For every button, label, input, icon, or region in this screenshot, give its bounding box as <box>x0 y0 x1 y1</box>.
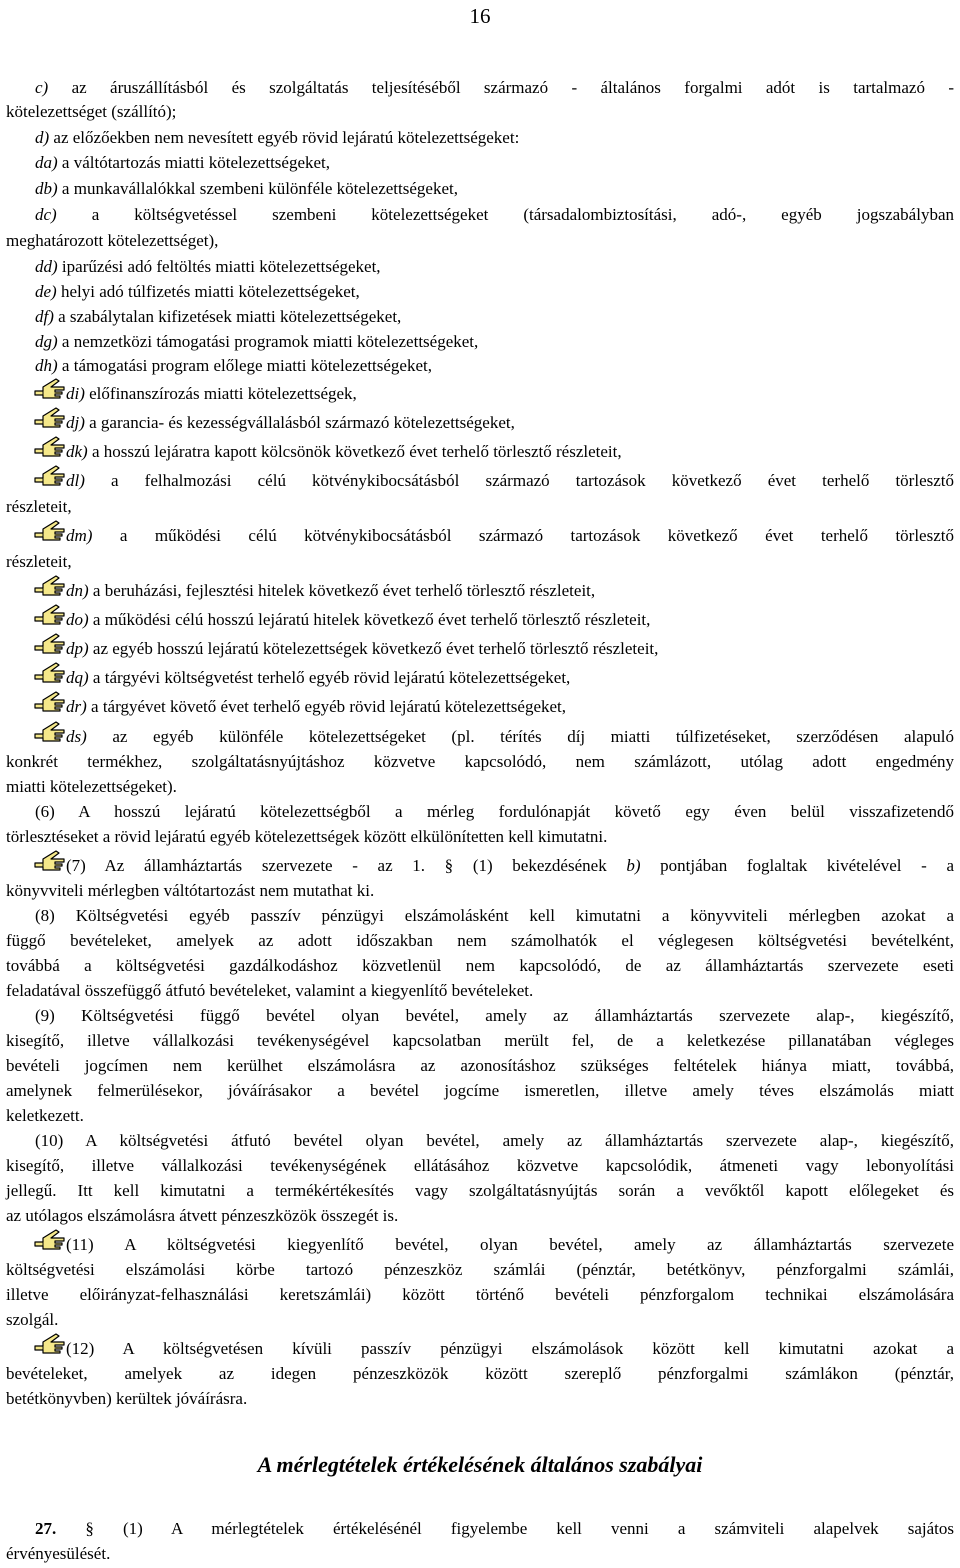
text-line: részleteit, <box>6 552 72 571</box>
text-line: (6) A hosszú lejáratú kötelezettségből a mérleg fordulónapját követő egy éven belül visszafizetendő <box>35 802 954 821</box>
text-line: feladatával összefüggő átfutó bevételeket, valamint a kiegyenlítő bevételeket. <box>6 981 534 1000</box>
text-line: amelynek felmerülésekor, jóváírásakor a bevétel jogcíme ismeretlen, illetve amely téves elszámolás miatt <box>6 1081 954 1100</box>
text-line: do) a működési célú hosszú lejáratú hitelek következő évet terhelő törlesztő részleteit, <box>66 610 651 629</box>
text-line: érvényesülését. <box>6 1544 111 1563</box>
text-line: d) az előzőekben nem nevesített egyéb rövid lejáratú kötelezettségeket: <box>35 128 520 147</box>
pointing-hand-icon <box>34 1228 66 1250</box>
text-line: dl) a felhalmozási célú kötvénykibocsátásból származó tartozások következő évet terhelő törlesztő <box>66 471 954 490</box>
text-line: illetve előirányzat-felhasználási keretszámlái) között történő bevételi pénzforgalom technikai elszámolására <box>6 1285 954 1304</box>
text-line: dg) a nemzetközi támogatási programok miatti kötelezettségeket, <box>35 332 479 351</box>
text-line: keletkezett. <box>6 1106 84 1125</box>
text-line: dd) iparűzési adó feltöltés miatti kötelezettségeket, <box>35 257 381 276</box>
text-line: dr) a tárgyévet követő évet terhelő egyéb rövid lejáratú kötelezettségeket, <box>66 697 567 716</box>
text-line: miatti kötelezettségeket). <box>6 777 177 796</box>
text-line: dp) az egyéb hosszú lejáratú kötelezettségek következő évet terhelő törlesztő részleteit, <box>66 639 659 658</box>
pointing-hand-icon <box>34 574 66 596</box>
text-line: betétkönyvben) kerültek jóváírásra. <box>6 1389 248 1408</box>
pointing-hand-icon <box>34 632 66 654</box>
pointing-hand-icon <box>34 661 66 683</box>
text-line: kisegítő, illetve vállalkozási tevékenységével kapcsolatban merült fel, de a keletkezése pillanatában végleges <box>6 1031 954 1050</box>
pointing-hand-icon <box>34 1332 66 1354</box>
text-line: könyvviteli mérlegben váltótartozást nem mutathat ki. <box>6 881 375 900</box>
pointing-hand-icon <box>34 690 66 712</box>
text-line: dh) a támogatási program előlege miatti kötelezettségeket, <box>35 356 432 375</box>
text-line: az utólagos elszámolásra átvett pénzeszközök összegét is. <box>6 1206 399 1225</box>
text-line: szolgál. <box>6 1310 59 1329</box>
page-number: 16 <box>469 4 491 28</box>
text-line: kisegítő, illetve vállalkozási tevékenységének ellátásához közvetve kapcsolódik, átmeneti vagy lebonyolítási <box>6 1156 954 1175</box>
text-line: db) a munkavállalókkal szembeni különféle kötelezettségeket, <box>35 179 458 198</box>
text-line: részleteit, <box>6 497 72 516</box>
text-line: jellegű. Itt kell kimutatni a termékértékesítés vagy szolgáltatásnyújtás során a vevőktől kapott előlegeket és <box>6 1181 954 1200</box>
text-line: df) a szabálytalan kifizetések miatti kötelezettségeket, <box>35 307 402 326</box>
pointing-hand-icon <box>34 406 66 428</box>
text-line: bevételi jogcímen nem kerülhet elszámolásra az azonosításhoz szükséges feltételek hiánya miatt, továbbá, <box>6 1056 954 1075</box>
text-line: da) a váltótartozás miatti kötelezettségeket, <box>35 153 331 172</box>
text-line: dj) a garancia- és kezességvállalásból származó kötelezettségeket, <box>66 413 515 432</box>
pointing-hand-icon <box>34 720 66 742</box>
text-line: dn) a beruházási, fejlesztési hitelek következő évet terhelő törlesztő részleteit, <box>66 581 596 600</box>
text-line: függő bevételeket, amelyek az adott időszakban nem számolhatók el véglegesen költségvetési bevételként, <box>6 931 954 950</box>
pointing-hand-icon <box>34 464 66 486</box>
text-line: di) előfinanszírozás miatti kötelezettségek, <box>66 384 357 403</box>
text-line: bevételeket, amelyek az idegen pénzeszközök között szereplő pénzforgalmi számlákon (pénztár, <box>6 1364 954 1383</box>
text-line: dm) a működési célú kötvénykibocsátásból származó tartozások következő évet terhelő törlesztő <box>66 526 954 545</box>
text-line: (7) Az államháztartás szervezete - az 1. § (1) bekezdésének b) pontjában foglaltak kivételével - a <box>66 856 954 875</box>
text-line: (8) Költségvetési egyéb passzív pénzügyi elszámolásként kell kimutatni a könyvviteli mérlegben azokat a <box>35 906 954 925</box>
text-line: meghatározott kötelezettséget), <box>6 231 219 250</box>
text-line: dk) a hosszú lejáratra kapott kölcsönök következő évet terhelő törlesztő részleteit, <box>66 442 622 461</box>
section-title: A mérlegtételek értékelésének általános szabályai <box>257 1452 703 1477</box>
text-line: de) helyi adó túlfizetés miatti kötelezettségeket, <box>35 282 360 301</box>
pointing-hand-icon <box>34 603 66 625</box>
pointing-hand-icon <box>34 519 66 541</box>
text-line: (12) A költségvetésen kívüli passzív pénzügyi elszámolások között kell kimutatni azokat a <box>66 1339 954 1358</box>
text-line: dc) a költségvetéssel szembeni kötelezettségeket (társadalombiztosítási, adó-, egyéb jogszabályban <box>35 205 954 224</box>
text-line: (10) A költségvetési átfutó bevétel olyan bevétel, amely az államháztartás szervezete alap-, kiegészítő, <box>35 1131 954 1150</box>
pointing-hand-icon <box>34 435 66 457</box>
text-line: (11) A költségvetési kiegyenlítő bevétel, olyan bevétel, amely az államháztartás szervezete <box>66 1235 954 1254</box>
text-line: 27. § (1) A mérlegtételek értékelésénél figyelembe kell venni a számviteli alapelvek sajátos <box>35 1519 954 1538</box>
text-line: konkrét termékhez, szolgáltatásnyújtáshoz közvetve kapcsolódó, nem számlázott, utólag adott engedmény <box>6 752 954 771</box>
text-line: c) az áruszállításból és szolgáltatás teljesítéséből származó - általános forgalmi adót is tartalmazó - <box>35 78 954 97</box>
text-line: ds) az egyéb különféle kötelezettségeket (pl. térítés díj miatti túlfizetéseket, szerződésen alapuló <box>66 727 954 746</box>
text-line: (9) Költségvetési függő bevétel olyan bevétel, amely az államháztartás szervezete alap-, kiegészítő, <box>35 1006 954 1025</box>
text-line: továbbá a költségvetési gazdálkodáshoz közvetlenül nem kapcsolódó, de az államháztartás szervezete eseti <box>6 956 954 975</box>
pointing-hand-icon <box>34 849 66 871</box>
text-line: kötelezettséget (szállító); <box>6 102 177 121</box>
text-line: költségvetési elszámolási körbe tartozó pénzeszköz számlái (pénztár, betétkönyv, pénzforgalmi számlái, <box>6 1260 954 1279</box>
text-line: dq) a tárgyévi költségvetést terhelő egyéb rövid lejáratú kötelezettségeket, <box>66 668 571 687</box>
text-line: törlesztéseket a rövid lejáratú egyéb kötelezettségek között elkülönítetten kell kimutatni. <box>6 827 608 846</box>
pointing-hand-icon <box>34 377 66 399</box>
